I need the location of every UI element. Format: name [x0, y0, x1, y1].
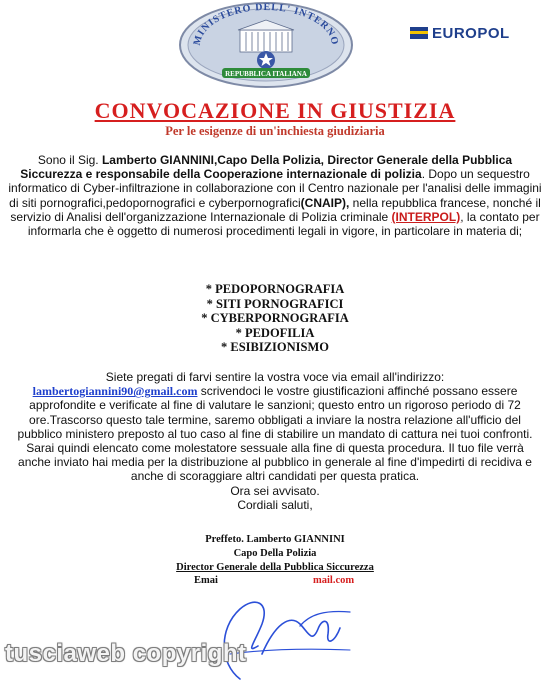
handwritten-signature: [200, 584, 360, 684]
mail-label: mail.com: [313, 575, 355, 586]
charge-item: * ESIBIZIONISMO: [220, 340, 330, 354]
interpol-label: (INTERPOL): [391, 209, 461, 224]
charges-list: [0, 282, 550, 355]
signature-role: Capo Della Polizia: [233, 548, 317, 559]
charge-item: * SITI PORNOGRAFICI: [206, 296, 344, 311]
watermark-text: tusciaweb copyright: [5, 640, 247, 667]
intro-text-2: . Dopo un sequestro informatico di Cyber-infiltrazione in collaborazione con il Centro nazionale per l'analisi delle immagini di siti pornografici,pedopornografici e cyberpornografici: [8, 167, 542, 210]
intro-text-1: Sono il Sig.: [37, 153, 102, 167]
email-link[interactable]: lambertogiannini90@gmail.com: [32, 384, 198, 399]
document-title: CONVOCAZIONE IN GIUSTIZIA: [94, 98, 456, 123]
cnaip-label: (CNAIP),: [300, 195, 350, 210]
europol-text: EUROPOL: [432, 24, 510, 42]
greeting-text: Cordiali saluti,: [237, 497, 313, 512]
signature-title: Director Generale della Pubblica Siccurezza: [176, 562, 374, 573]
signature-block: [0, 533, 550, 575]
intro-paragraph: [8, 153, 542, 238]
charge-item: * PEDOPORNOGRAFIA: [205, 282, 345, 296]
warned-text: Ora sei avvisato.: [230, 483, 320, 498]
intro-text-4: , la contato per informarla che è oggetto di numerosi procedimenti legali in vigore, in particolare in materia di;: [27, 209, 540, 239]
body-paragraph: [12, 370, 538, 512]
emai-label: Emai: [194, 575, 218, 586]
signature-name: Preffeto. Lamberto GIANNINI: [205, 534, 345, 545]
europol-logo: [410, 24, 530, 42]
seal-bottom-text: REPUBBLICA ITALIANA: [225, 70, 307, 78]
charge-item: * PEDOFILIA: [235, 325, 315, 340]
sender-name: Lamberto GIANNINI,Capo Della Polizia, Director Generale della Pubblica Siccurezza e responsabile della Cooperazione internazionale di polizia: [20, 153, 513, 182]
ministry-seal-logo: [178, 2, 354, 88]
document-subtitle: Per le esigenze di un'inchiesta giudiziaria: [165, 124, 385, 138]
intro-text-3: nella repubblica francese, nonché il servizio di Analisi dell'organizzazione Internazionale di Polizia criminale: [10, 195, 541, 224]
body-text-2: scrivendoci le vostre giustificazioni affinché possano essere approfondite e verificate al fine di valutare le sanzioni; questo entro un rigoroso periodo di 72 ore.Trascorso questo tale termine, saremo obbligati a inviare la nostra relazione all'ufficio del pubblico ministero preposto al tuo caso al fine di stabilire un mandato di cattura nei tuoi confronti. Sarai quindi elencato come molestatore sessuale alla fine di questa procedura. Il tuo file verrà anche inviato hai media per la distribuzione al pubblico in generale al fine d'impedirti di recidiva e anche di scoraggiare altri candidati per questa pratica.: [17, 384, 533, 484]
body-text-1: Siete pregati di farvi sentire la vostra voce via email all'indirizzo:: [105, 370, 445, 384]
europol-flag-icon: [410, 25, 428, 41]
seal-top-text: MINISTERO DELL' INTERNO: [191, 2, 341, 47]
charge-item: * CYBERPORNOGRAFIA: [201, 311, 349, 325]
